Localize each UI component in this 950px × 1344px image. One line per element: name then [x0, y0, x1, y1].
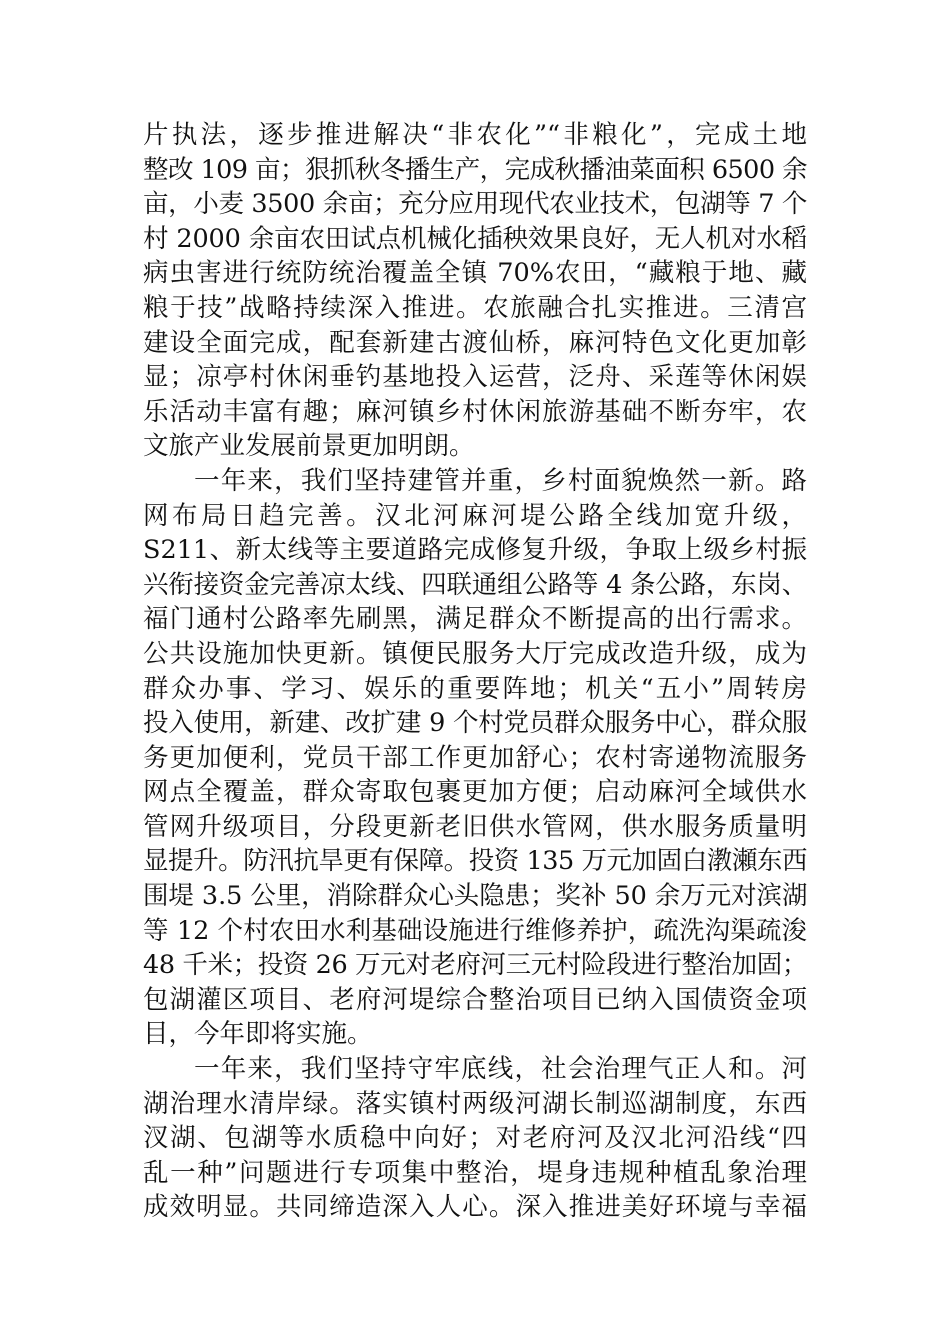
text-line: 成效明显。共同缔造深入人心。深入推进美好环境与幸福: [143, 1192, 807, 1223]
text-line: 网布局日趋完善。汉北河麻河堤公路全线加宽升级，: [143, 500, 807, 531]
paragraph-end-line: 目，今年即将实施。: [143, 1019, 373, 1050]
text-line: 包湖灌区项目、老府河堤综合整治项目已纳入国债资金项: [143, 984, 807, 1015]
paragraph-start-line: 一年来，我们坚持守牢底线，社会治理气正人和。河: [194, 1054, 807, 1085]
text-line: 显提升。防汛抗旱更有保障。投资 135 万元加固白漖瀬东西: [143, 846, 807, 877]
text-line: 公共设施加快更新。镇便民服务大厅完成改造升级，成为: [143, 638, 807, 669]
text-line: 投入使用，新建、改扩建 9 个村党员群众服务中心，群众服: [143, 708, 807, 739]
paragraph-start-line: 一年来，我们坚持建管并重，乡村面貌焕然一新。路: [194, 465, 807, 496]
text-line: 显；凉亭村休闲垂钓基地投入运营，泛舟、采莲等休闲娱: [143, 362, 807, 393]
paragraph-end-line: 文旅产业发展前景更加明朗。: [143, 431, 475, 462]
text-line: 湖治理水清岸绿。落实镇村两级河湖长制巡湖制度，东西: [143, 1088, 807, 1119]
text-line: 乱一种”问题进行专项集中整治，堤身违规种植乱象治理: [143, 1157, 807, 1188]
text-line: 整改 109 亩；狠抓秋冬播生产，完成秋播油菜面积 6500 余: [143, 154, 807, 185]
text-line: 管网升级项目，分段更新老旧供水管网，供水服务质量明: [143, 811, 807, 842]
text-line: 建设全面完成，配套新建古渡仙桥，麻河特色文化更加彰: [143, 327, 807, 358]
text-line: 汊湖、包湖等水质稳中向好；对老府河及汉北河沿线“四: [143, 1123, 807, 1154]
text-line: 群众办事、学习、娱乐的重要阵地；机关“五小”周转房: [143, 673, 807, 704]
text-line: 病虫害进行统防统治覆盖全镇 70%农田，“藏粮于地、藏: [143, 258, 807, 289]
text-line: S211、新太线等主要道路完成修复升级，争取上级乡村振: [143, 535, 807, 566]
text-line: 亩，小麦 3500 余亩；充分应用现代农业技术，包湖等 7 个: [143, 189, 807, 220]
text-line: 片执法，逐步推进解决“非农化”“非粮化”，完成土地: [143, 120, 807, 150]
text-line: 等 12 个村农田水利基础设施进行维修养护，疏洗沟渠疏浚: [143, 915, 807, 946]
text-line: 福门通村公路率先刷黑，满足群众不断提高的出行需求。: [143, 604, 807, 635]
text-line: 48 千米；投资 26 万元对老府河三元村险段进行整治加固；: [143, 950, 807, 981]
body-text: [143, 118, 807, 1225]
text-line: 网点全覆盖，群众寄取包裹更加方便；启动麻河全域供水: [143, 777, 807, 808]
text-line: 粮于技”战略持续深入推进。农旅融合扎实推进。三清宫: [143, 292, 807, 323]
text-line: 围堤 3.5 公里，消除群众心头隐患；奖补 50 余万元对滨湖: [143, 881, 808, 912]
text-line: 兴衔接资金完善凉太线、四联通组公路等 4 条公路，东岗、: [143, 569, 807, 600]
text-line: 村 2000 余亩农田试点机械化插秧效果良好，无人机对水稻: [143, 223, 807, 254]
text-line: 务更加便利，党员干部工作更加舒心；农村寄递物流服务: [143, 742, 807, 773]
text-line: 乐活动丰富有趣；麻河镇乡村休闲旅游基础不断夯牢，农: [143, 396, 807, 427]
